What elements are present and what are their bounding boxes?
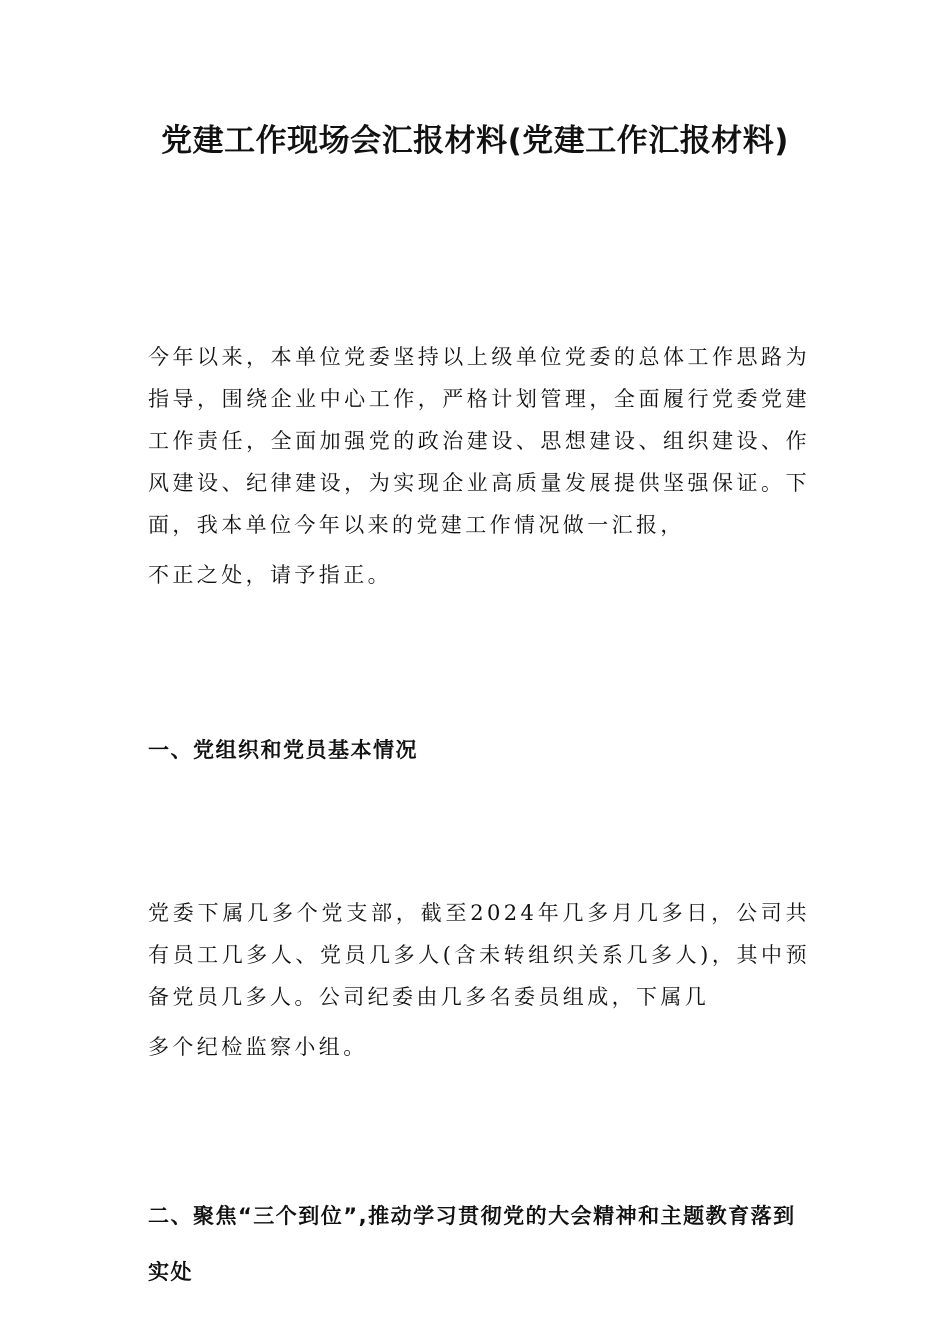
section-2-heading: 二、聚焦“三个到位”,推动学习贯彻党的大会精神和主题教育落到实处 bbox=[148, 1204, 796, 1284]
section-1-paragraph-text: 党委下属几多个党支部，截至2024年几多月几多日，公司共有员工几多人、党员几多人(含未转组织关系几多人)，其中预备党员几多人。公司纪委由几多名委员组成，下属几 bbox=[148, 901, 810, 1009]
intro-paragraph-text: 今年以来，本单位党委坚持以上级单位党委的总体工作思路为指导，围绕企业中心工作，严格计划管理，全面履行党委党建工作责任，全面加强党的政治建设、思想建设、组织建设、作风建设、纪律建设，为实现企业高质量发展提供坚强保证。下面，我本单位今年以来的党建工作情况做一汇报， bbox=[148, 345, 810, 537]
intro-paragraph bbox=[148, 336, 810, 596]
document-title: 党建工作现场会汇报材料(党建工作汇报材料) bbox=[161, 123, 789, 159]
intro-paragraph-last-line: 不正之处，请予指正。 bbox=[148, 563, 392, 587]
section-1-paragraph bbox=[148, 892, 810, 1068]
section-1-paragraph-last-line: 多个纪检监察小组。 bbox=[148, 1035, 368, 1059]
section-1-heading: 一、党组织和党员基本情况 bbox=[148, 738, 418, 762]
